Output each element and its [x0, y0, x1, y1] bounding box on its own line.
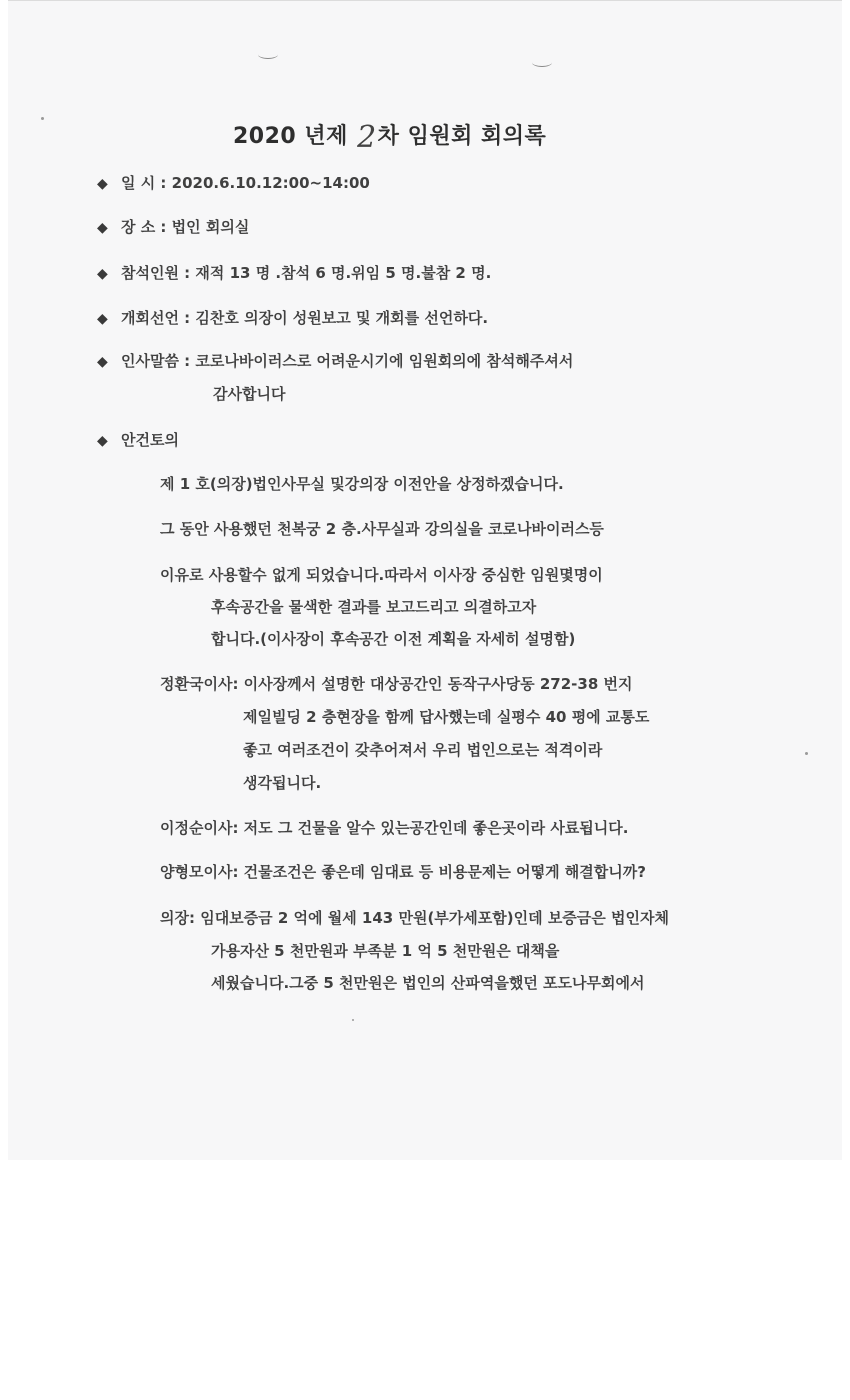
- body-line: 가용자산 5 천만원과 부족분 1 억 5 천만원은 대책을: [211, 942, 560, 960]
- scan-mark: [532, 58, 552, 67]
- item-opening: [97, 307, 488, 328]
- item-datetime-text: 일 시 : 2020.6.10.12:00~14:00: [121, 174, 370, 192]
- item-datetime: [97, 172, 370, 193]
- title-suffix: 차 임원회 회의록: [377, 124, 547, 149]
- diamond-bullet-icon: ◆: [97, 433, 108, 449]
- scan-speck: [805, 752, 808, 755]
- handwritten-number: 2: [357, 120, 377, 155]
- item-greeting-continued: 감사합니다: [213, 385, 286, 403]
- diamond-bullet-icon: ◆: [97, 176, 108, 192]
- body-line: 제 1 호(의장)법인사무실 및강의장 이전안을 상정하겠습니다.: [160, 475, 564, 493]
- diamond-bullet-icon: ◆: [97, 354, 108, 370]
- item-attendees-text: 참석인원 : 재적 13 명 .참석 6 명.위임 5 명.불참 2 명.: [121, 264, 492, 282]
- item-agenda-text: 안건토의: [121, 431, 179, 449]
- item-place-text: 장 소 : 법인 회의실: [121, 218, 250, 236]
- body-line: 의장: 임대보증금 2 억에 월세 143 만원(부가세포함)인데 보증금은 법인자체: [160, 909, 669, 927]
- body-line: 이정순이사: 저도 그 건물을 알수 있는공간인데 좋은곳이라 사료됩니다.: [160, 819, 629, 837]
- body-line: 양형모이사: 건물조건은 좋은데 임대료 등 비용문제는 어떻게 해결합니까?: [160, 863, 646, 881]
- body-line: 후속공간을 물색한 결과를 보고드리고 의결하고자: [211, 598, 537, 616]
- scan-mark: [258, 50, 278, 59]
- page-edge: [8, 0, 842, 1]
- body-line: 합니다.(이사장이 후속공간 이전 계획을 자세히 설명함): [211, 630, 576, 648]
- item-greeting-text: 인사말씀 : 코로나바이러스로 어려운시기에 임원회의에 참석해주셔서: [121, 352, 574, 370]
- body-line: 이유로 사용할수 없게 되었습니다.따라서 이사장 중심한 임원몇명이: [160, 566, 603, 584]
- body-line: 제일빌딩 2 층현장을 함께 답사했는데 실평수 40 평에 교통도: [243, 708, 650, 726]
- scan-speck: [41, 117, 44, 120]
- diamond-bullet-icon: ◆: [97, 220, 108, 236]
- body-line: 좋고 여러조건이 갖추어져서 우리 법인으로는 적격이라: [243, 741, 603, 759]
- item-greeting: [97, 350, 573, 371]
- item-agenda: [97, 429, 179, 450]
- body-line: 생각됩니다.: [243, 774, 322, 792]
- body-line: 그 동안 사용했던 천복궁 2 층.사무실과 강의실을 코로나바이러스등: [160, 520, 604, 538]
- scan-speck: [352, 1019, 354, 1021]
- item-opening-text: 개회선언 : 김찬호 의장이 성원보고 및 개회를 선언하다.: [121, 309, 489, 327]
- body-line: 세웠습니다.그중 5 천만원은 법인의 산파역을했던 포도나무회에서: [211, 974, 645, 992]
- item-attendees: [97, 262, 491, 283]
- item-place: [97, 216, 249, 237]
- diamond-bullet-icon: ◆: [97, 311, 108, 327]
- body-line: 정환국이사: 이사장께서 설명한 대상공간인 동작구사당동 272-38 번지: [160, 675, 633, 693]
- title-prefix: 2020 년제: [233, 124, 357, 149]
- diamond-bullet-icon: ◆: [97, 266, 108, 282]
- document-title: [233, 116, 547, 155]
